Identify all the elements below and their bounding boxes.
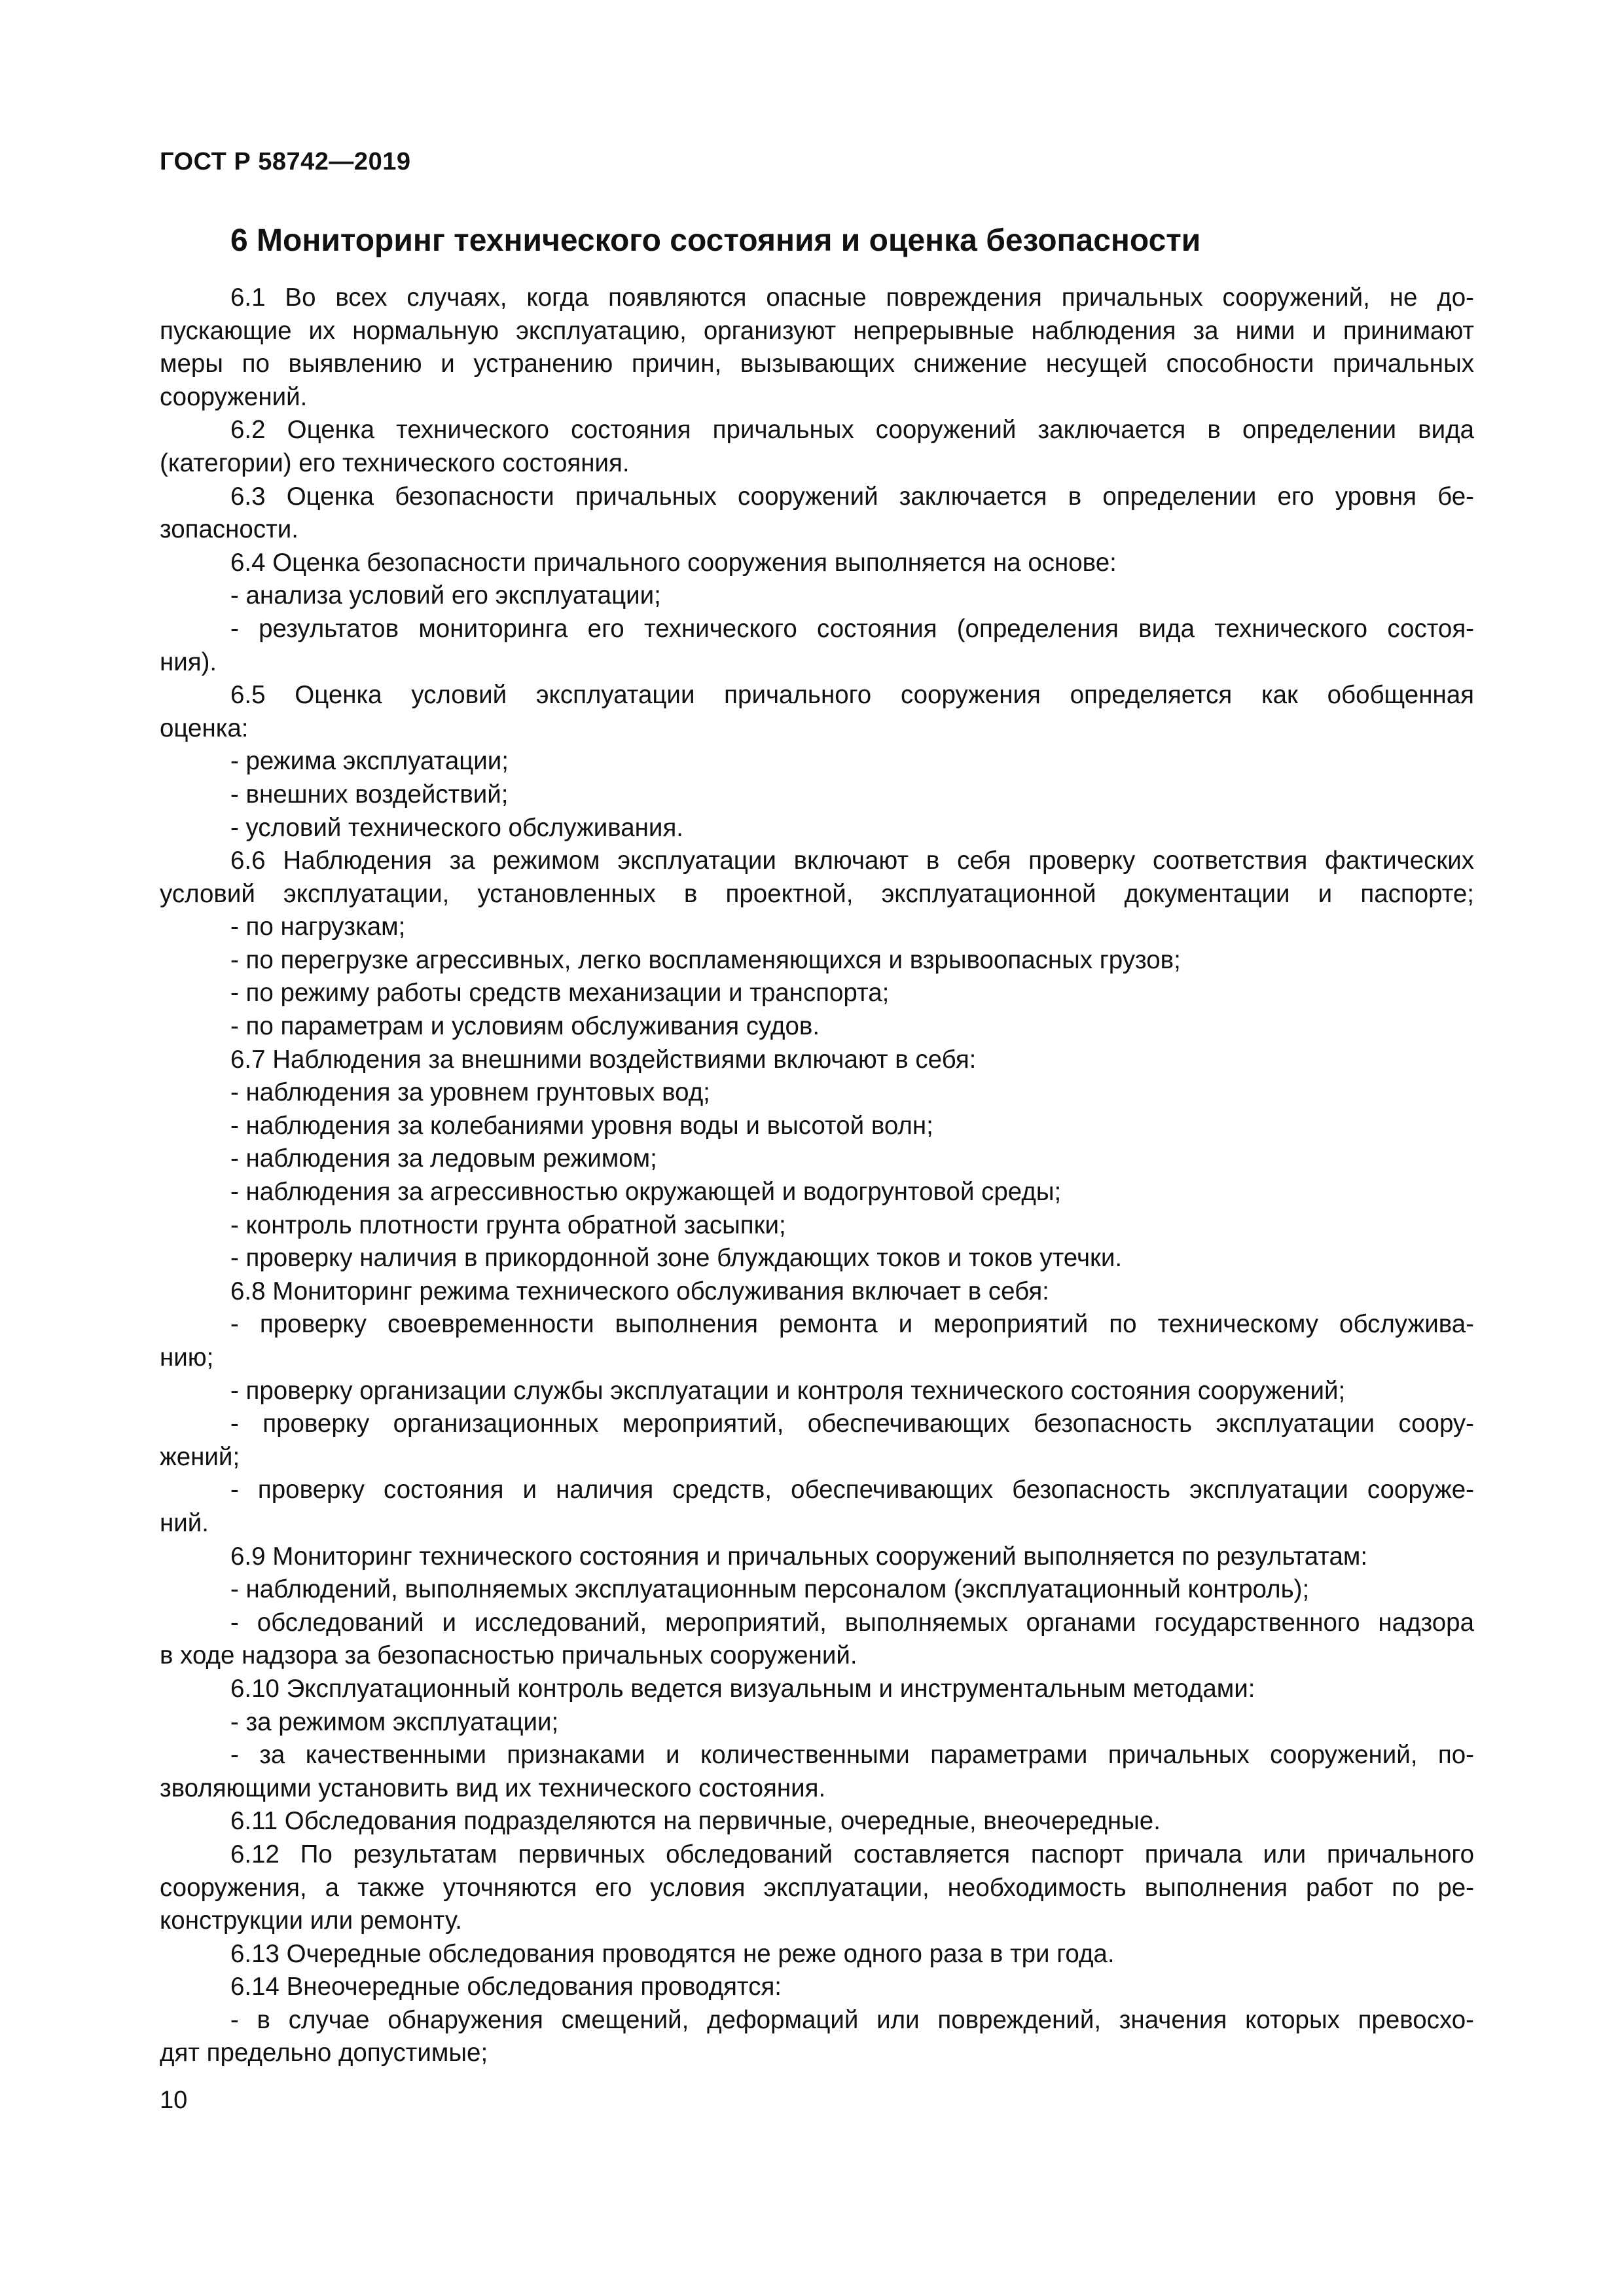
list-item: - наблюдения за уровнем грунтовых вод; bbox=[230, 1078, 710, 1107]
text-line: сооружения, а также уточняются его условия эксплуатации, необходимость выполнения работ по ре- bbox=[160, 1873, 1474, 1902]
list-item: - обследований и исследований, мероприятий, выполняемых органами государственного надзора bbox=[230, 1608, 1474, 1637]
text-line: жений; bbox=[160, 1442, 240, 1471]
list-item: - наблюдений, выполняемых эксплуатационным персоналом (эксплуатационный контроль); bbox=[230, 1575, 1310, 1604]
text-line: условий эксплуатации, установленных в проектной, эксплуатационной документации и паспорте; bbox=[160, 879, 1474, 908]
text-line: 6.3 Оценка безопасности причальных сооружений заключается в определении его уровня бе- bbox=[230, 482, 1474, 511]
list-item: - условий технического обслуживания. bbox=[230, 813, 683, 842]
text-line: зопасности. bbox=[160, 515, 298, 544]
list-item: - наблюдения за колебаниями уровня воды и высотой волн; bbox=[230, 1111, 933, 1140]
text-line: 6.8 Мониторинг режима технического обслуживания включает в себя: bbox=[230, 1277, 1049, 1305]
text-line: (категории) его технического состояния. bbox=[160, 448, 630, 477]
section-body bbox=[160, 282, 1474, 2070]
text-line: 6.2 Оценка технического состояния причальных сооружений заключается в определении вида bbox=[230, 416, 1474, 445]
list-item: - по режиму работы средств механизации и транспорта; bbox=[230, 979, 890, 1008]
text-line: в ходе надзора за безопасностью причальных сооружений. bbox=[160, 1641, 857, 1670]
section-title: 6 Мониторинг технического состояния и оценка безопасности bbox=[230, 223, 1201, 258]
text-line: пускающие их нормальную эксплуатацию, организуют непрерывные наблюдения за ними и принимают bbox=[160, 316, 1474, 345]
text-line: 6.4 Оценка безопасности причального сооружения выполняется на основе: bbox=[230, 548, 1117, 577]
list-item: - проверку организации службы эксплуатации и контроля технического состояния сооружений; bbox=[230, 1376, 1346, 1405]
text-line: 6.6 Наблюдения за режимом эксплуатации включают в себя проверку соответствия фактических bbox=[230, 847, 1474, 875]
text-line: сооружений. bbox=[160, 382, 308, 411]
list-item: - проверку своевременности выполнения ремонта и мероприятий по техническому обслужива- bbox=[230, 1310, 1474, 1339]
list-item: - результатов мониторинга его технического состояния (определения вида технического состоя- bbox=[230, 614, 1474, 643]
text-line: 6.1 Во всех случаях, когда появляются опасные повреждения причальных сооружений, не до- bbox=[230, 283, 1474, 312]
text-line: 6.5 Оценка условий эксплуатации причального сооружения определяется как обобщенная bbox=[230, 681, 1474, 710]
text-line: 6.14 Внеочередные обследования проводятся: bbox=[230, 1973, 782, 2001]
text-line: дят предельно допустимые; bbox=[160, 2039, 488, 2068]
document-code: ГОСТ Р 58742—2019 bbox=[160, 148, 411, 175]
list-item: - контроль плотности грунта обратной засыпки; bbox=[230, 1211, 786, 1239]
list-item: - за качественными признаками и количественными параметрами причальных сооружений, по- bbox=[230, 1741, 1474, 1770]
text-line: 6.11 Обследования подразделяются на первичные, очередные, внеочередные. bbox=[230, 1807, 1161, 1836]
text-line: ния). bbox=[160, 647, 217, 676]
text-line: 6.13 Очередные обследования проводятся не реже одного раза в три года. bbox=[230, 1939, 1115, 1968]
text-line: 6.7 Наблюдения за внешними воздействиями включают в себя: bbox=[230, 1045, 977, 1074]
list-item: - анализа условий его эксплуатации; bbox=[230, 581, 661, 610]
text-line: 6.9 Мониторинг технического состояния и причальных сооружений выполняется по результатам: bbox=[230, 1542, 1368, 1571]
list-item: - по нагрузкам; bbox=[230, 913, 406, 941]
text-line: нию; bbox=[160, 1343, 214, 1372]
list-item: - наблюдения за ледовым режимом; bbox=[230, 1144, 657, 1173]
list-item: - проверку состояния и наличия средств, обеспечивающих безопасность эксплуатации сооруже- bbox=[230, 1476, 1474, 1504]
list-item: - по перегрузке агрессивных, легко воспламеняющихся и взрывоопасных грузов; bbox=[230, 945, 1181, 974]
list-item: - проверку организационных мероприятий, обеспечивающих безопасность эксплуатации соору- bbox=[230, 1410, 1474, 1438]
text-line: ний. bbox=[160, 1508, 209, 1537]
list-item: - проверку наличия в прикордонной зоне блуждающих токов и токов утечки. bbox=[230, 1244, 1123, 1273]
text-line: зволяющими установить вид их технического состояния. bbox=[160, 1774, 826, 1802]
list-item: - за режимом эксплуатации; bbox=[230, 1707, 559, 1736]
text-line: конструкции или ремонту. bbox=[160, 1906, 462, 1935]
text-line: меры по выявлению и устранению причин, вызывающих снижение несущей способности причальных bbox=[160, 350, 1474, 378]
page-number: 10 bbox=[160, 2086, 188, 2114]
text-line: 6.12 По результатам первичных обследований составляется паспорт причала или причального bbox=[230, 1840, 1474, 1868]
list-item: - в случае обнаружения смещений, деформаций или повреждений, значения которых превосхо- bbox=[230, 2005, 1474, 2034]
list-item: - режима эксплуатации; bbox=[230, 747, 509, 776]
list-item: - внешних воздействий; bbox=[230, 780, 509, 809]
text-line: 6.10 Эксплуатационный контроль ведется визуальным и инструментальным методами: bbox=[230, 1674, 1255, 1703]
list-item: - наблюдения за агрессивностью окружающей и водогрунтовой среды; bbox=[230, 1178, 1062, 1207]
list-item: - по параметрам и условиям обслуживания судов. bbox=[230, 1012, 820, 1041]
text-line: оценка: bbox=[160, 714, 249, 742]
